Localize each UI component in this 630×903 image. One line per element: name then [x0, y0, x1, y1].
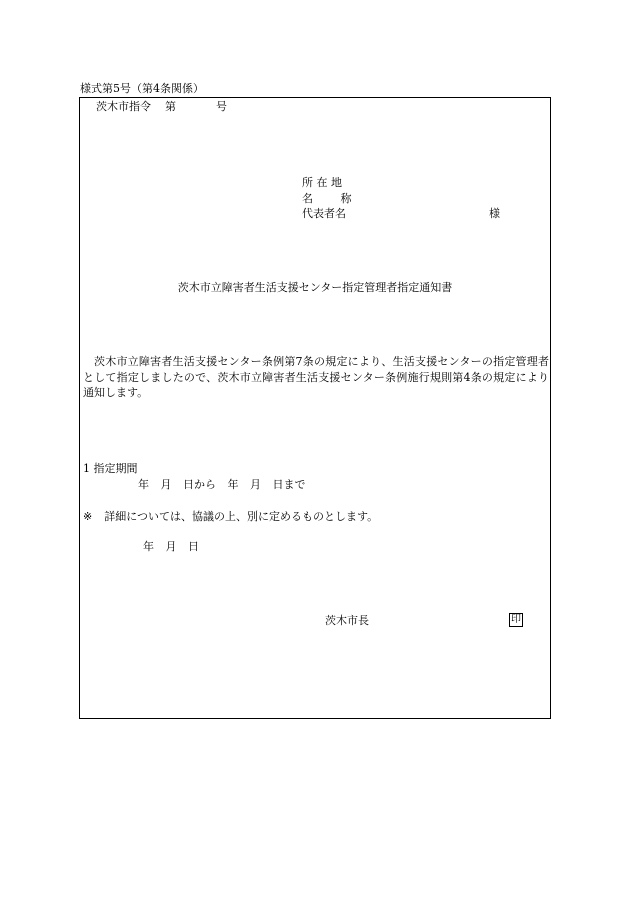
representative-label: 代表者名	[302, 207, 346, 220]
issuer-title: 茨木市長	[325, 614, 369, 627]
issue-date: 年 月 日	[143, 540, 199, 553]
note-mark: ※	[83, 510, 93, 523]
honorific-sama: 様	[489, 207, 500, 220]
document-frame	[79, 97, 551, 719]
document-title: 茨木市立障害者生活支援センター指定管理者指定通知書	[177, 281, 453, 294]
document-number-dai: 第	[165, 100, 176, 113]
name-label: 名 称	[302, 192, 352, 205]
note-line	[83, 511, 378, 522]
document-number-go: 号	[216, 100, 227, 113]
document-number-line	[96, 101, 227, 112]
form-number-label: 様式第5号（第4条関係）	[80, 82, 204, 95]
address-label: 所 在 地	[302, 176, 342, 189]
seal-stamp-box: 印	[511, 614, 521, 625]
document-number-prefix: 茨木市指令	[96, 100, 151, 113]
designation-period-dates: 年 月 日から 年 月 日まで	[138, 478, 306, 491]
note-text: 詳細については、協議の上、別に定めるものとします。	[104, 510, 379, 523]
designation-period-heading: 1 指定期間	[83, 462, 138, 475]
notice-body-text: 茨木市立障害者生活支援センター条例第7条の規定により、生活支援センターの指定管理者として指定しましたので、茨木市立障害者生活支援センター条例施行規則第4条の規定により通知します。	[83, 355, 549, 399]
